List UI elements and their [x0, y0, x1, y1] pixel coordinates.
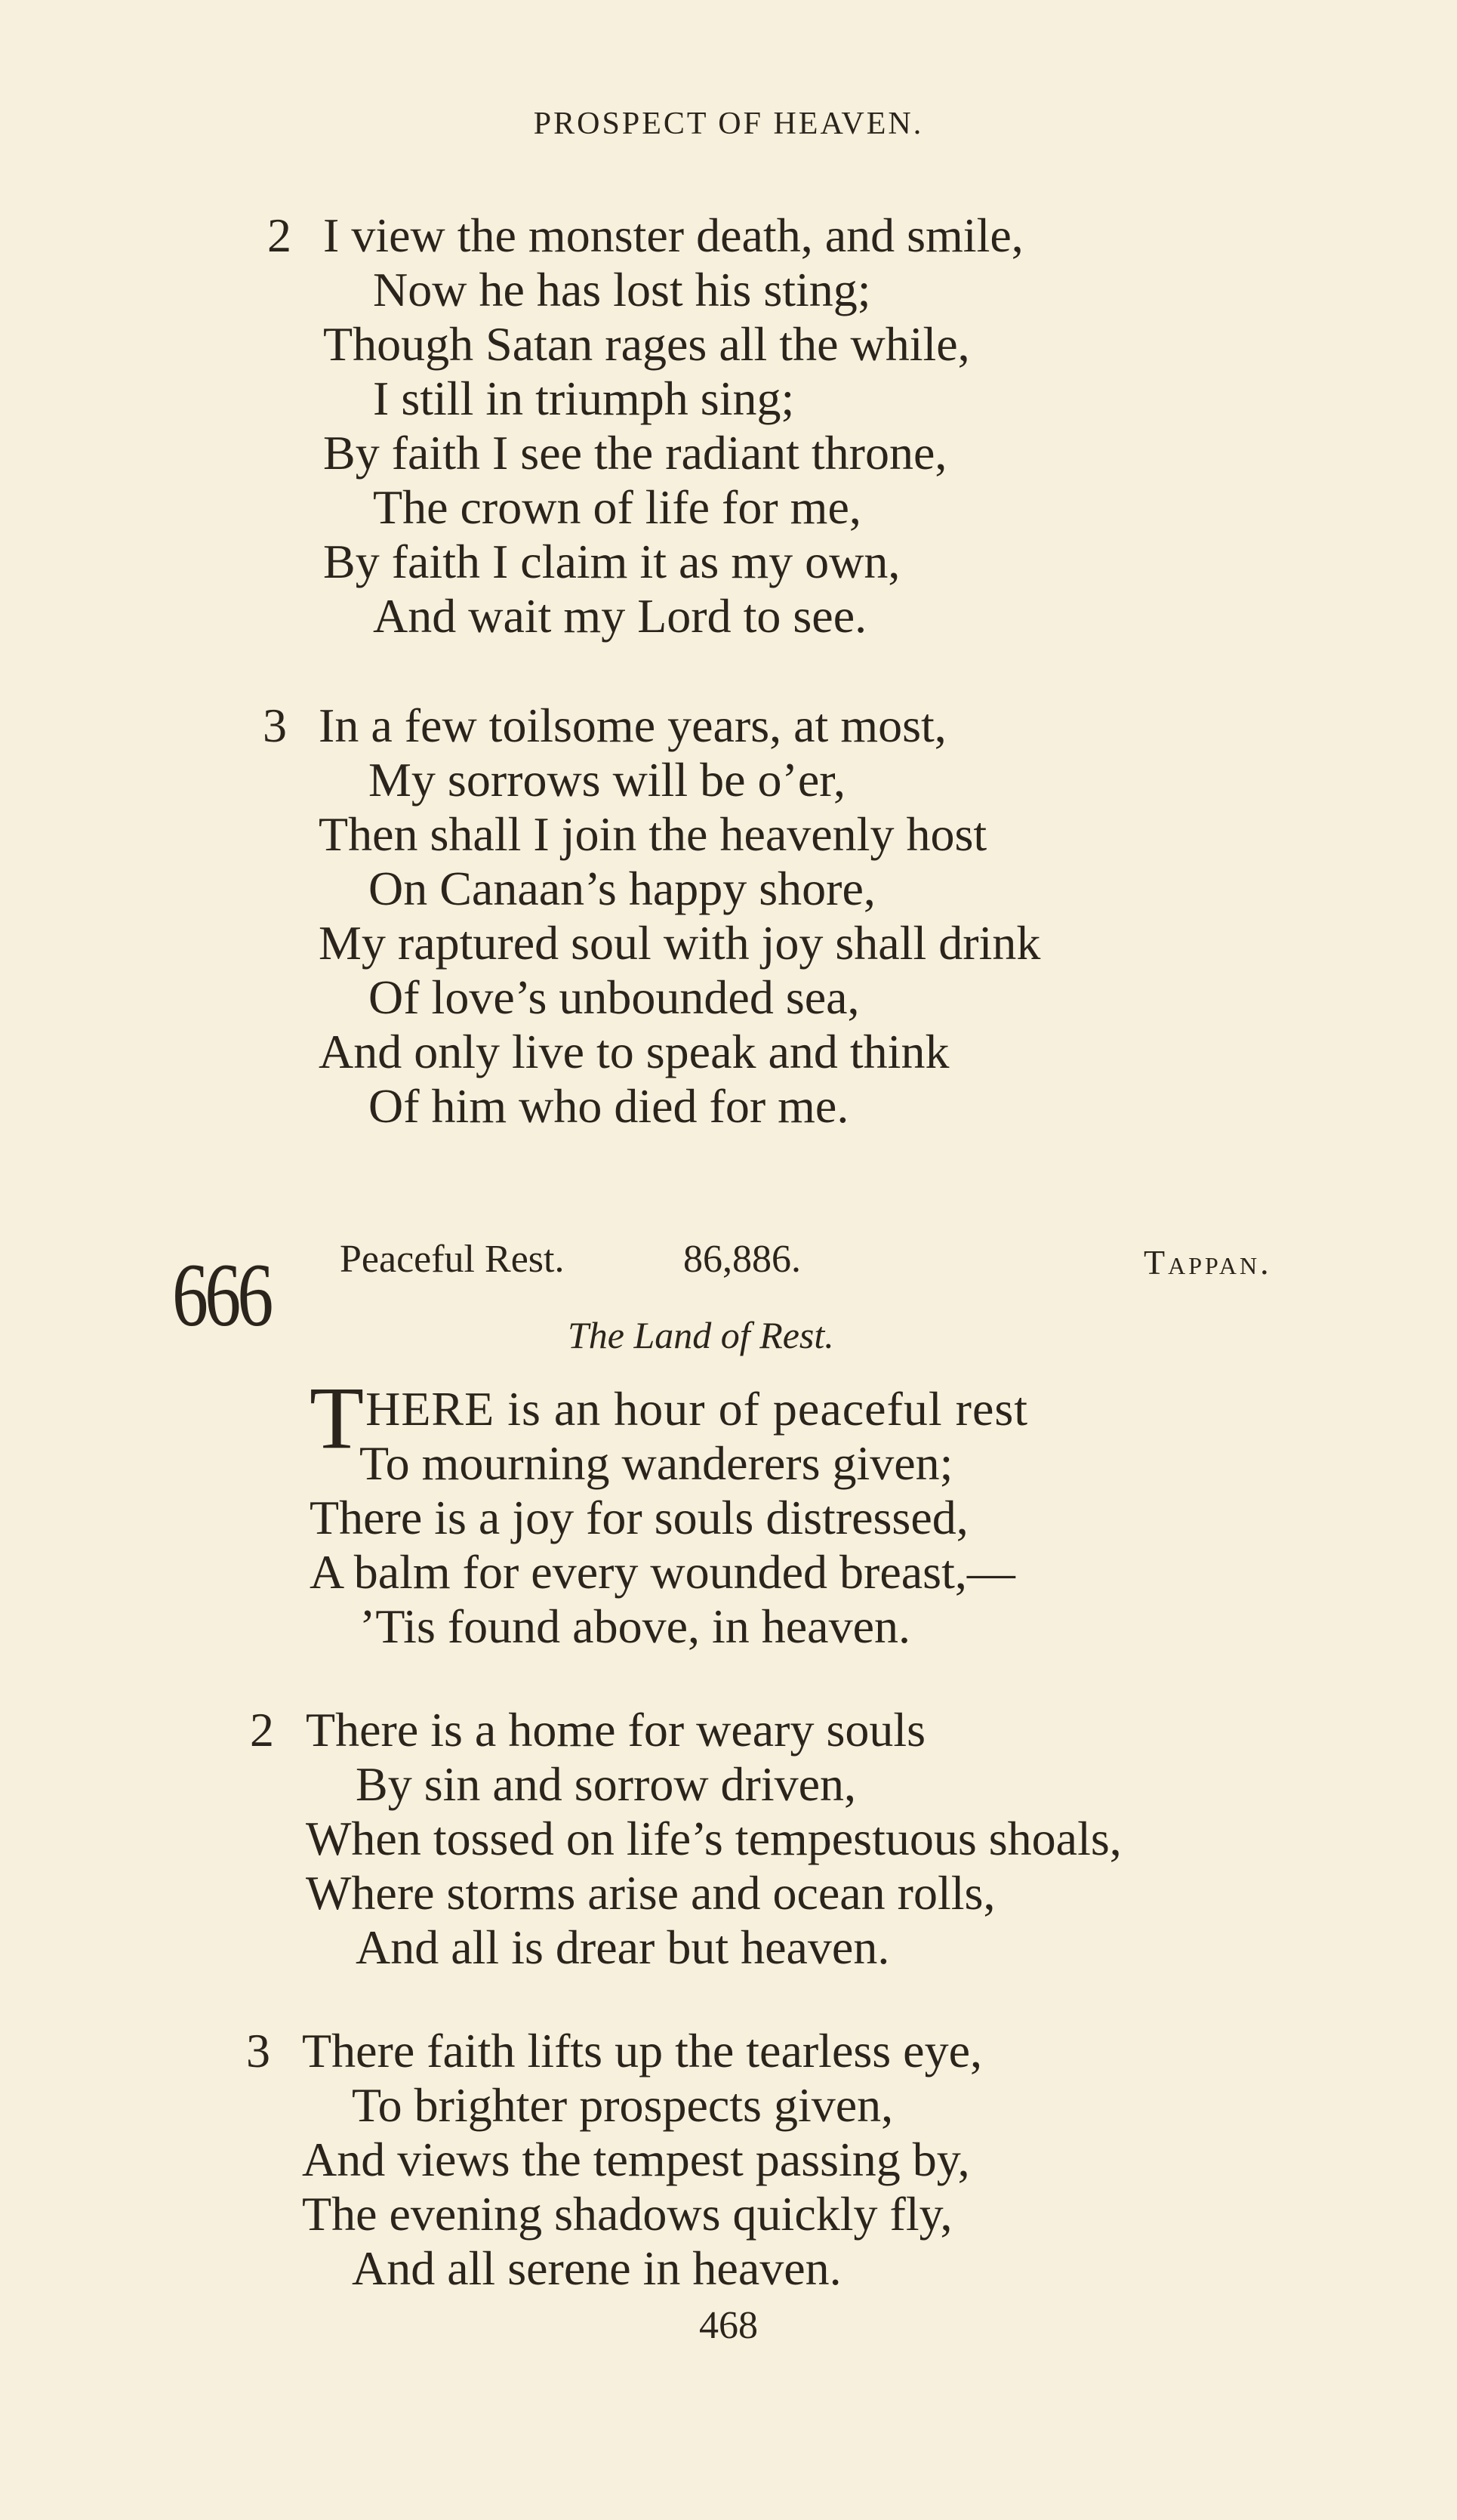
stanza-line: I still in triumph sing;: [373, 372, 795, 425]
hymn-subtitle: The Land of Rest.: [568, 1314, 834, 1356]
stanza-2: [267, 208, 1024, 643]
page-number: 468: [699, 2304, 758, 2347]
stanza-line: 2 There is a home for weary souls: [250, 1703, 926, 1757]
stanza-number: 3: [263, 699, 287, 752]
hymn-title: Peaceful Rest.: [340, 1238, 565, 1281]
stanza-line: On Canaan’s happy shore,: [368, 862, 876, 915]
hymn-meter: 86,886.: [683, 1238, 801, 1281]
hymn-stanza-3: [246, 2024, 982, 2296]
stanza-line: A balm for every wounded breast,—: [310, 1545, 1015, 1599]
stanza-line: And views the tempest passing by,: [302, 2133, 970, 2186]
hymn-stanza-1: [310, 1368, 1029, 1654]
stanza-line: By faith I claim it as my own,: [323, 535, 901, 588]
stanza-line: By sin and sorrow driven,: [356, 1757, 857, 1811]
stanza-line: And only live to speak and think: [319, 1025, 950, 1078]
stanza-line: My sorrows will be o’er,: [368, 753, 846, 807]
stanza-line: There is a joy for souls distressed,: [310, 1491, 969, 1544]
stanza-line: Now he has lost his sting;: [373, 263, 871, 316]
stanza-line: The evening shadows quickly fly,: [302, 2187, 953, 2241]
stanza-line: Then shall I join the heavenly host: [319, 807, 987, 861]
stanza-line: Of love’s unbounded sea,: [368, 970, 860, 1024]
hymn-number: 666: [172, 1245, 270, 1345]
drop-cap: T: [310, 1368, 365, 1467]
stanza-line: Where storms arise and ocean rolls,: [306, 1866, 996, 1920]
stanza-line: To mourning wanderers given;: [359, 1436, 953, 1490]
stanza-line: The crown of life for me,: [373, 480, 861, 534]
stanza-number: 2: [267, 208, 291, 262]
stanza-line: 3 There faith lifts up the tearless eye,: [246, 2024, 982, 2077]
stanza-line: Of him who died for me.: [368, 1079, 849, 1133]
stanza-line: Though Satan rages all the while,: [323, 317, 970, 371]
stanza-line: To brighter prospects given,: [352, 2078, 894, 2132]
running-header: PROSPECT OF HEAVEN.: [533, 106, 924, 141]
stanza-line: My raptured soul with joy shall drink: [319, 916, 1041, 970]
stanza-3: [263, 699, 1041, 1134]
stanza-number: 2: [250, 1703, 274, 1757]
stanza-line: THERE is an hour of peaceful rest: [310, 1368, 1029, 1467]
stanza-line: And wait my Lord to see.: [373, 589, 867, 643]
stanza-line: 3 In a few toilsome years, at most,: [263, 699, 947, 752]
stanza-line: And all is drear but heaven.: [356, 1920, 890, 1974]
stanza-number: 3: [246, 2024, 270, 2077]
hymn-stanza-2: [250, 1703, 1122, 1975]
stanza-line: ’Tis found above, in heaven.: [359, 1599, 910, 1653]
stanza-line: By faith I see the radiant throne,: [323, 426, 947, 480]
stanza-line: When tossed on life’s tempestuous shoals,: [306, 1812, 1122, 1865]
stanza-line: And all serene in heaven.: [352, 2241, 842, 2295]
hymn-tune: Tappan.: [1144, 1243, 1272, 1282]
stanza-line: 2 I view the monster death, and smile,: [267, 208, 1024, 262]
